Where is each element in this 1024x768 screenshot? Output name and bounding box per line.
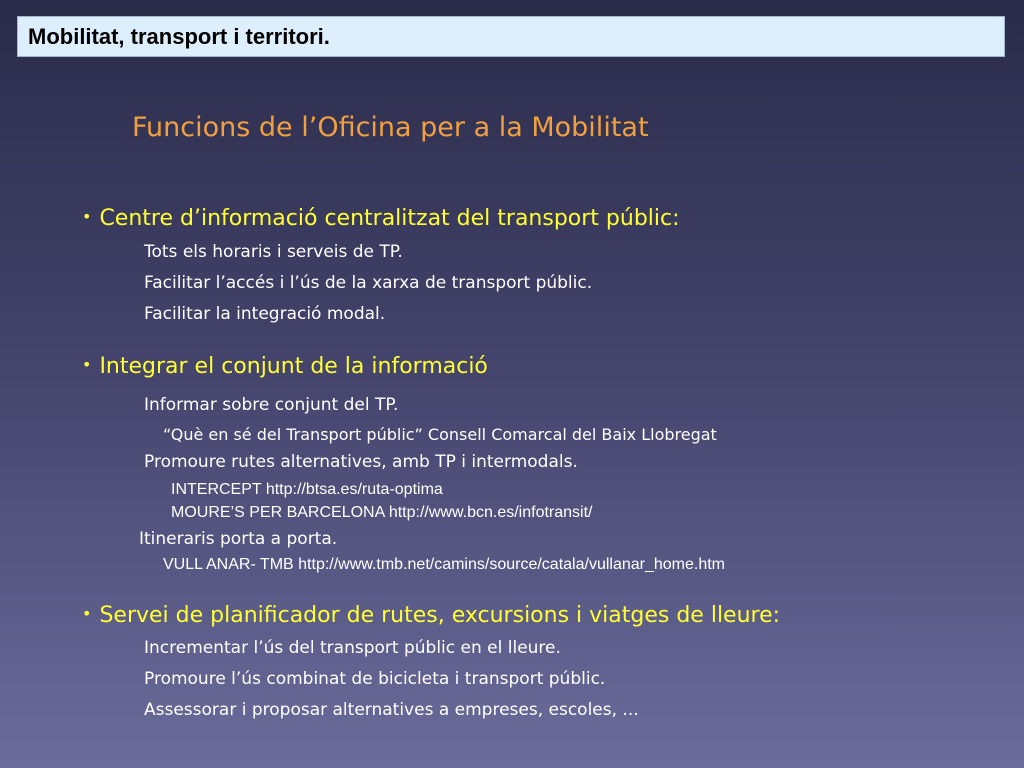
- list-item: Incrementar l’ús del transport públic en el lleure.: [144, 638, 561, 658]
- list-item: Promoure rutes alternatives, amb TP i intermodals.: [144, 452, 578, 472]
- list-item: Facilitar la integració modal.: [144, 304, 386, 324]
- section-heading-text: Servei de planificador de rutes, excursions i viatges de lleure:: [99, 603, 781, 628]
- section-heading-text: Centre d’informació centralitzat del transport públic:: [99, 206, 680, 231]
- bullet-icon: •: [82, 207, 92, 226]
- bullet-icon: •: [82, 604, 92, 623]
- link-vull-anar[interactable]: VULL ANAR- TMB http://www.tmb.net/camins/source/catala/vullanar_home.htm: [163, 556, 726, 573]
- section-heading: [82, 354, 488, 379]
- list-item: “Què en sé del Transport públic” Consell Comarcal del Baix Llobregat: [163, 425, 717, 444]
- list-item: Informar sobre conjunt del TP.: [144, 395, 399, 415]
- list-item: Assessorar i proposar alternatives a empreses, escoles, ...: [144, 700, 639, 720]
- section-heading-text: Integrar el conjunt de la informació: [99, 354, 488, 379]
- header-bar: [17, 16, 1005, 57]
- section-heading: [82, 603, 780, 628]
- header-title: Mobilitat, transport i territori.: [28, 24, 330, 49]
- list-item: Itineraris porta a porta.: [139, 529, 338, 549]
- bullet-icon: •: [82, 355, 92, 374]
- list-item: Facilitar l’accés i l’ús de la xarxa de transport públic.: [144, 273, 593, 293]
- list-item: Promoure l’ús combinat de bicicleta i transport públic.: [144, 669, 606, 689]
- link-intercept[interactable]: INTERCEPT http://btsa.es/ruta-optima: [171, 481, 443, 498]
- slide-title: Funcions de l’Oficina per a la Mobilitat: [132, 112, 649, 143]
- link-moures-per-barcelona[interactable]: MOURE’S PER BARCELONA http://www.bcn.es/infotransit/: [171, 504, 593, 521]
- section-heading: [82, 206, 680, 231]
- list-item: Tots els horaris i serveis de TP.: [144, 242, 403, 262]
